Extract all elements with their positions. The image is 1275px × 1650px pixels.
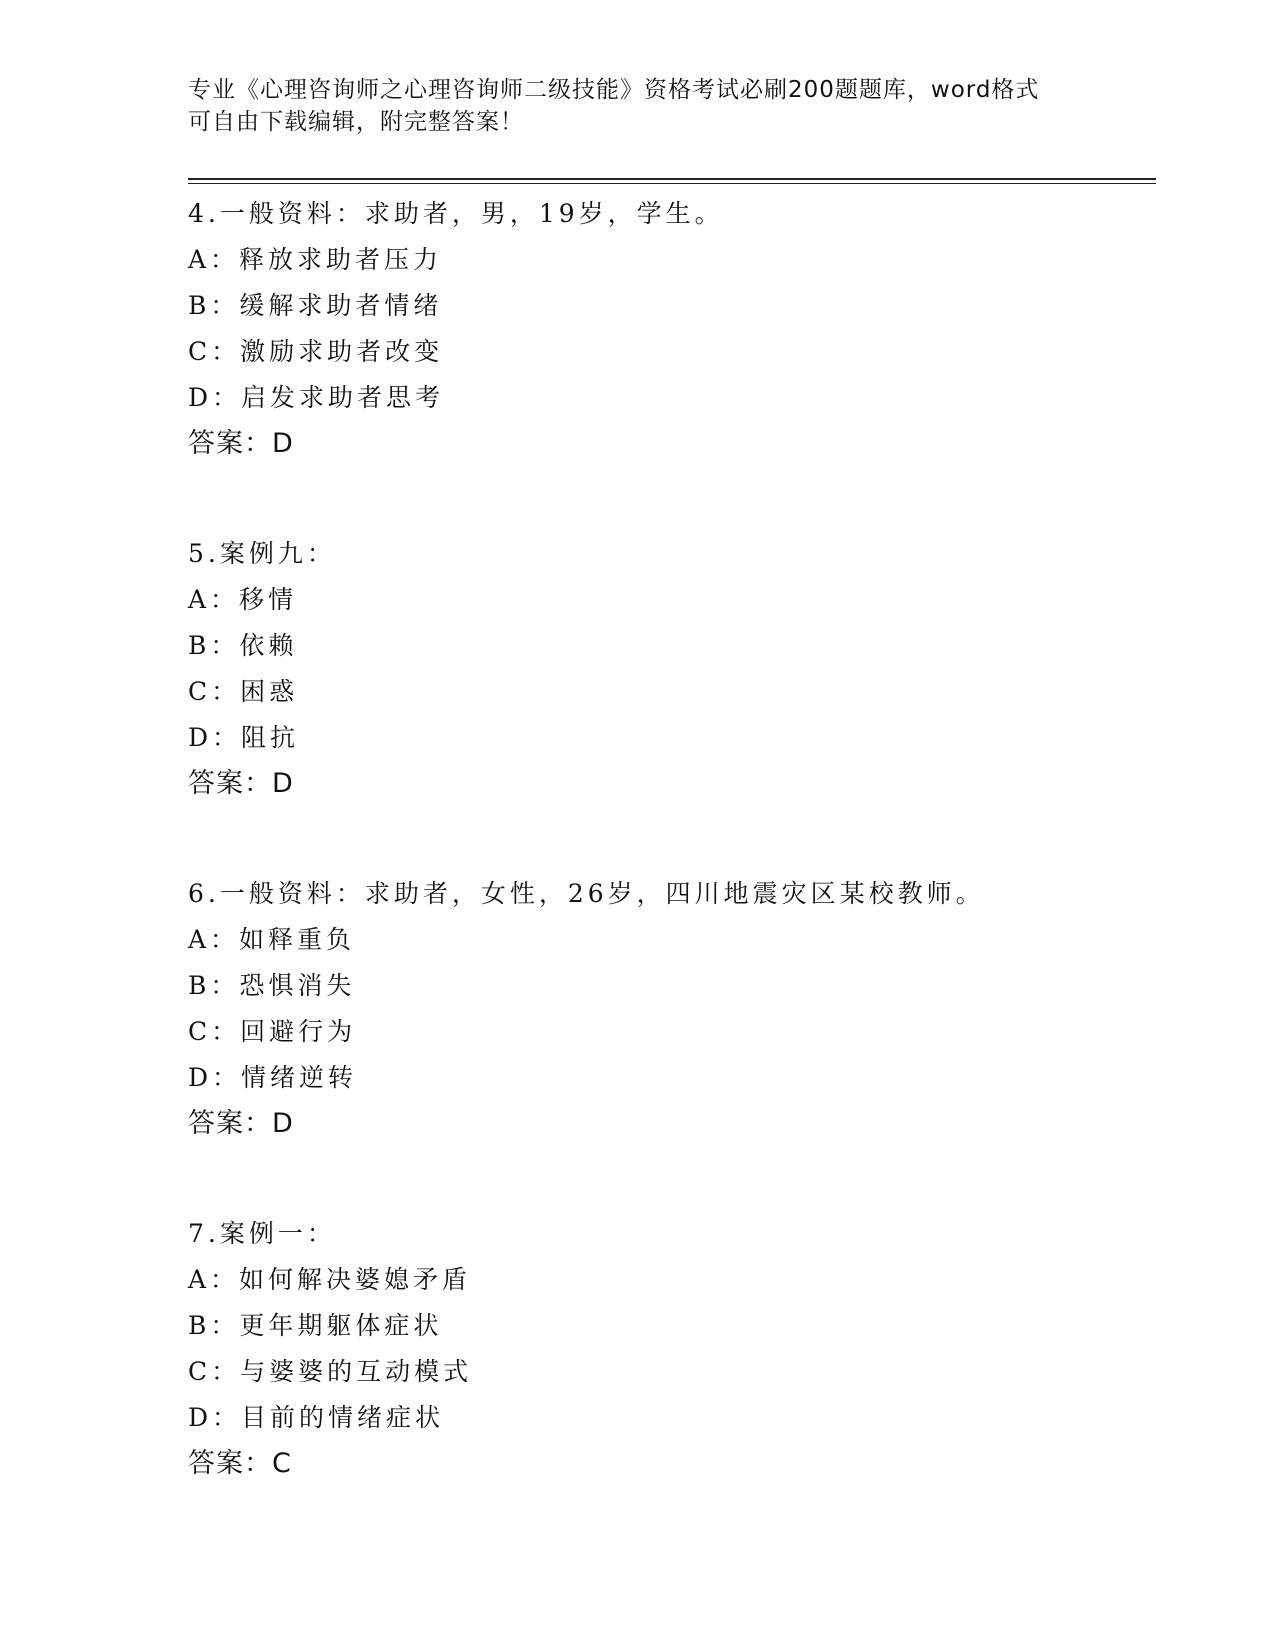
option-c: C：回避行为 — [188, 1017, 357, 1046]
question-6 — [188, 871, 1156, 1147]
question-5 — [188, 531, 1156, 807]
option-d: D：目前的情绪症状 — [188, 1403, 445, 1432]
option-a: A：如何解决婆媳矛盾 — [188, 1265, 472, 1294]
option-c: C：与婆婆的互动模式 — [188, 1357, 473, 1386]
question-4 — [188, 191, 1156, 467]
answer-label: 答案：D — [188, 768, 294, 799]
header-line-2: 可自由下载编辑，附完整答案！ — [188, 109, 524, 135]
answer-label: 答案：D — [188, 428, 294, 459]
question-stem: 6.一般资料：求助者，女性，26岁，四川地震灾区某校教师。 — [188, 879, 985, 908]
question-stem: 4.一般资料：求助者，男，19岁，学生。 — [188, 199, 724, 228]
question-list — [188, 191, 1156, 1551]
option-c: C：困惑 — [188, 677, 299, 706]
option-c: C：激励求助者改变 — [188, 337, 444, 366]
header-line-1: 专业《心理咨询师之心理咨询师二级技能》资格考试必刷200题题库，word格式 — [188, 77, 1040, 103]
option-a: A：释放求助者压力 — [188, 245, 443, 274]
question-7 — [188, 1211, 1156, 1487]
option-b: B：缓解求助者情绪 — [188, 291, 443, 320]
option-b: B：更年期躯体症状 — [188, 1311, 443, 1340]
header-divider-thin — [188, 183, 1156, 184]
document-header — [188, 74, 1088, 138]
option-b: B：依赖 — [188, 631, 298, 660]
answer-label: 答案：C — [188, 1448, 292, 1479]
header-divider-thick — [188, 178, 1156, 180]
option-d: D：阻抗 — [188, 723, 300, 752]
question-stem: 5.案例九： — [188, 539, 336, 568]
option-a: A：如释重负 — [188, 925, 356, 954]
option-d: D：启发求助者思考 — [188, 383, 445, 412]
option-b: B：恐惧消失 — [188, 971, 356, 1000]
answer-label: 答案：D — [188, 1108, 294, 1139]
option-d: D：情绪逆转 — [188, 1063, 358, 1092]
option-a: A：移情 — [188, 585, 298, 614]
question-stem: 7.案例一： — [188, 1219, 336, 1248]
